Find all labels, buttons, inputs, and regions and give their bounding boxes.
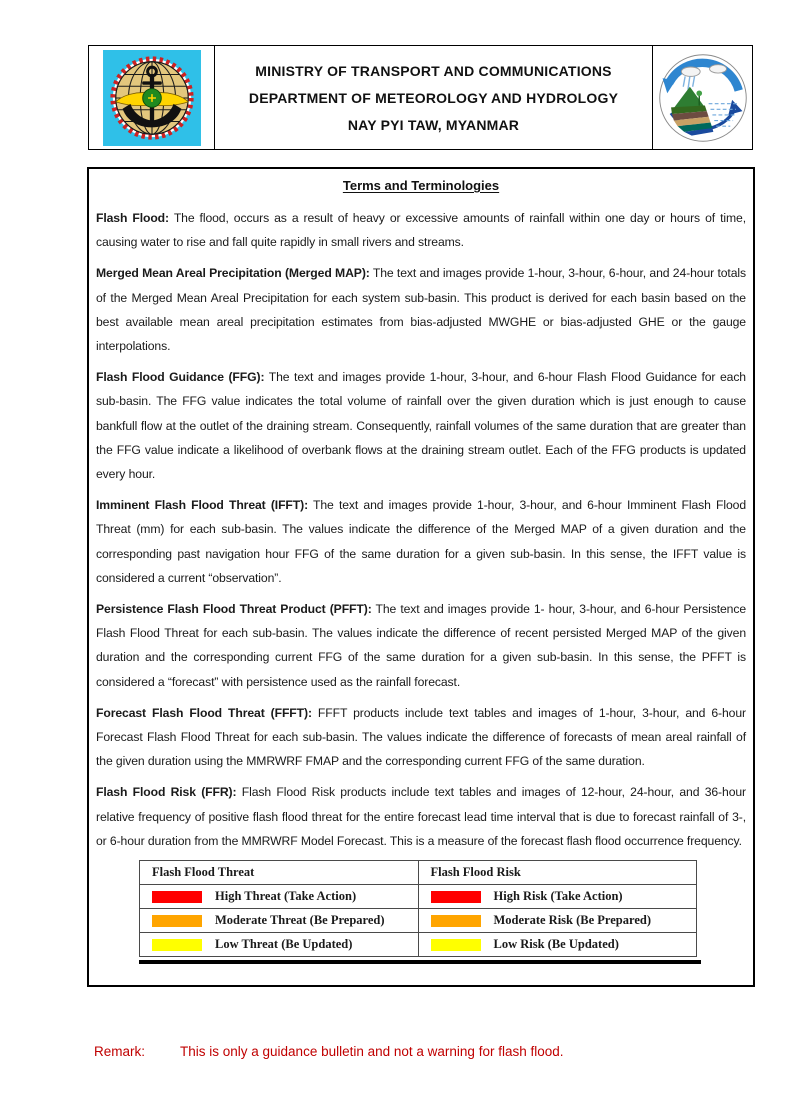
legend-table-wrap <box>139 860 697 964</box>
risk-low-label: Low Risk (Be Updated) <box>493 937 619 952</box>
header-line-department: DEPARTMENT OF METEOROLOGY AND HYDROLOGY <box>248 89 619 106</box>
paragraph-ifft <box>96 493 746 590</box>
header-line-ministry: MINISTRY OF TRANSPORT AND COMMUNICATIONS <box>255 62 612 79</box>
paragraph-ffg <box>96 365 746 486</box>
header <box>88 45 753 150</box>
term-ifft: Imminent Flash Flood Threat (IFFT): <box>96 498 309 513</box>
paragraph-merged-map <box>96 261 746 358</box>
page-title: Terms and Terminologies <box>342 178 500 193</box>
paragraph-flash-flood <box>96 206 746 254</box>
definition-ffg: The text and images provide 1-hour, 3-hour, and 6-hour Flash Flood Guidance for each sub-basin. The FFG value indicates the total volume of rainfall over the given duration which is just enough to cause bankfull flow at the outlet of the draining stream. Consequently, rainfall volumes of the same duration that are greater than the FFG value indicate a likelihood of overbank flows at the draining stream outlet. Each of the FFG products is updated every hour. <box>96 370 746 482</box>
header-title-cell <box>214 45 653 150</box>
remark-line <box>94 1044 563 1059</box>
ministry-seal-icon <box>103 50 201 146</box>
definition-pfft: The text and images provide 1- hour, 3-hour, and 6-hour Persistence Flash Flood Threat for each sub-basin. The values indicate the difference of recent persisted Merged MAP of the given duration and the corresponding current FFG of the same duration for a given sub-basin. In this sense, the PFFT is considered a “forecast” with persistence used as the rainfall forecast. <box>96 602 747 689</box>
term-pfft: Persistence Flash Flood Threat Product (PFFT): <box>96 602 372 617</box>
risk-low-swatch <box>431 939 481 951</box>
term-flash-flood: Flash Flood: <box>96 211 169 225</box>
definition-ffr: Flash Flood Risk products include text tables and images of 12-hour, 24-hour, and 36-hour relative frequency of positive flash flood threat for the entire forecast lead time interval that is due to forecast rainfall of 3-, or 6-hour duration from the MMRWRF Model Forecast. This is a measure of the forecast flash flood occurrence frequency. <box>96 785 747 848</box>
legend-row-high <box>140 885 697 909</box>
header-right-logo-cell <box>652 45 753 150</box>
terms-content-box <box>87 167 755 987</box>
header-line-location: NAY PYI TAW, MYANMAR <box>347 116 520 133</box>
dmh-hydrologic-cycle-icon <box>656 51 750 145</box>
definition-ifft: The text and images provide 1-hour, 3-hour, and 6-hour Imminent Flash Flood Threat (mm) for each sub-basin. The values indicate the difference of the Merged MAP of a given duration and the corresponding past navigation hour FFG of the same duration for a given sub-basin. In this sense, the IFFT value is considered a current “observation”. <box>96 498 746 585</box>
term-merged-map: Merged Mean Areal Precipitation (Merged MAP): <box>96 266 370 281</box>
threat-high-label: High Threat (Take Action) <box>215 889 357 904</box>
legend-header-risk: Flash Flood Risk <box>418 861 697 885</box>
threat-moderate-swatch <box>152 915 202 927</box>
table-bottom-rule <box>139 960 701 964</box>
threat-moderate-label: Moderate Threat (Be Prepared) <box>215 913 385 928</box>
definition-ffft: FFFT products include text tables and images of 1-hour, 3-hour, and 6-hour Forecast Flash Flood Threat for each sub-basin. The values indicate the difference of forecasts of mean areal rainfall of the given duration using the MMRWRF FMAP and the corresponding current FFG of the same duration. <box>96 705 746 769</box>
legend-row-moderate <box>140 909 697 933</box>
threat-high-swatch <box>152 891 202 903</box>
definition-flash-flood: The flood, occurs as a result of heavy or excessive amounts of rainfall within one day or hours of time, causing water to rise and fall quite rapidly in small rivers and streams. <box>96 211 746 250</box>
threat-low-swatch <box>152 939 202 951</box>
legend-row-low <box>140 933 697 957</box>
remark-text: This is only a guidance bulletin and not a warning for flash flood. <box>180 1044 564 1059</box>
risk-high-label: High Risk (Take Action) <box>493 889 623 904</box>
paragraph-ffr <box>96 780 746 853</box>
term-ffg: Flash Flood Guidance (FFG): <box>96 370 265 385</box>
threat-low-label: Low Threat (Be Updated) <box>215 937 353 952</box>
header-left-logo-cell <box>88 45 215 150</box>
term-ffft: Forecast Flash Flood Threat (FFFT): <box>96 705 312 720</box>
term-ffr: Flash Flood Risk (FFR): <box>96 785 237 800</box>
definition-merged-map: The text and images provide 1-hour, 3-hour, 6-hour, and 24-hour totals of the Merged Mean Areal Precipitation for each system sub-basin. This product is derived for each basin based on the best available mean areal precipitation estimates from bias-adjusted MWGHE or bias-adjusted GHE or the gauge interpolations. <box>96 266 746 354</box>
remark-label: Remark: <box>94 1044 146 1059</box>
risk-high-swatch <box>431 891 481 903</box>
risk-moderate-label: Moderate Risk (Be Prepared) <box>493 913 651 928</box>
legend-header-threat: Flash Flood Threat <box>140 861 419 885</box>
risk-moderate-swatch <box>431 915 481 927</box>
paragraph-pfft <box>96 597 746 694</box>
paragraph-ffft <box>96 701 746 774</box>
legend-header-row <box>140 861 697 885</box>
legend-table <box>139 860 697 957</box>
